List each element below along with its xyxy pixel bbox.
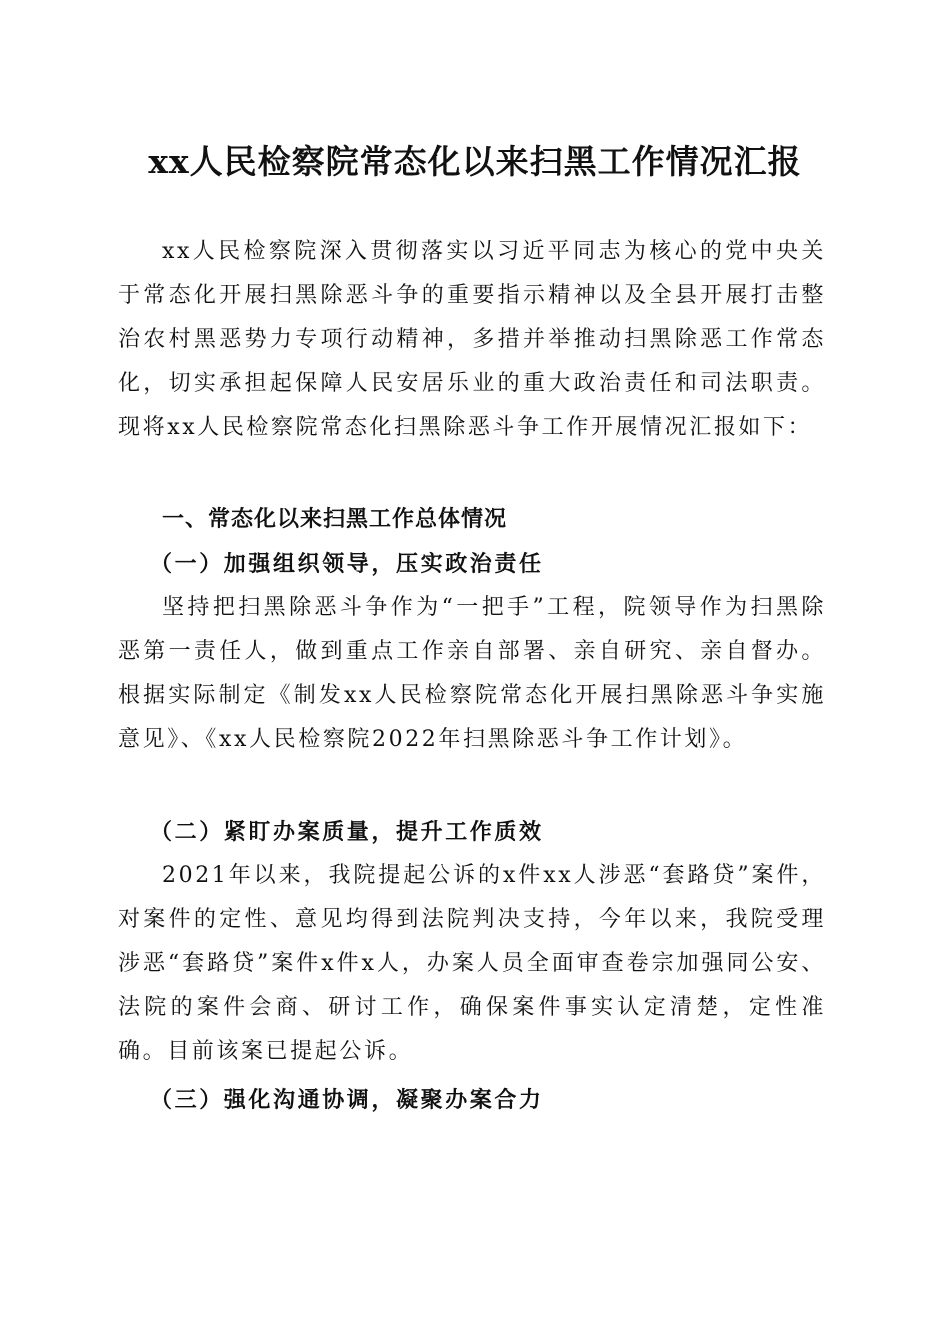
intro-paragraph: xx人民检察院深入贯彻落实以习近平同志为核心的党中央关于常态化开展扫黑除恶斗争的重要指示精神以及全县开展打击整治农村黑恶势力专项行动精神，多措并举推动扫黑除恶工作常态化，切实承担起保障人民安居乐业的重大政治责任和司法职责。现将xx人民检察院常态化扫黑除恶斗争工作开展情况汇报如下： — [118, 239, 826, 440]
subsection-2-paragraph: 2021年以来，我院提起公诉的x件xx人涉恶“套路贷”案件，对案件的定性、意见均得到法院判决支持，今年以来，我院受理涉恶“套路贷”案件x件x人，办案人员全面审查卷宗加强同公安、法院的案件会商、研讨工作，确保案件事实认定清楚，定性准确。目前该案已提起公诉。 — [118, 863, 826, 1064]
subsection-heading-2: （二）紧盯办案质量，提升工作质效 — [150, 819, 544, 845]
subsection-1-paragraph: 坚持把扫黑除恶斗争作为“一把手”工程，院领导作为扫黑除恶第一责任人，做到重点工作亲自部署、亲自研究、亲自督办。根据实际制定《制发xx人民检察院常态化开展扫黑除恶斗争实施意见》、《xx人民检察院2022年扫黑除恶斗争工作计划》。 — [118, 595, 826, 752]
subsection-heading-3: （三）强化沟通协调，凝聚办案合力 — [150, 1087, 544, 1113]
section-heading-1: 一、常态化以来扫黑工作总体情况 — [162, 507, 508, 532]
document-title: xx人民检察院常态化以来扫黑工作情况汇报 — [148, 142, 802, 181]
subsection-heading-1: （一）加强组织领导，压实政治责任 — [150, 551, 544, 577]
